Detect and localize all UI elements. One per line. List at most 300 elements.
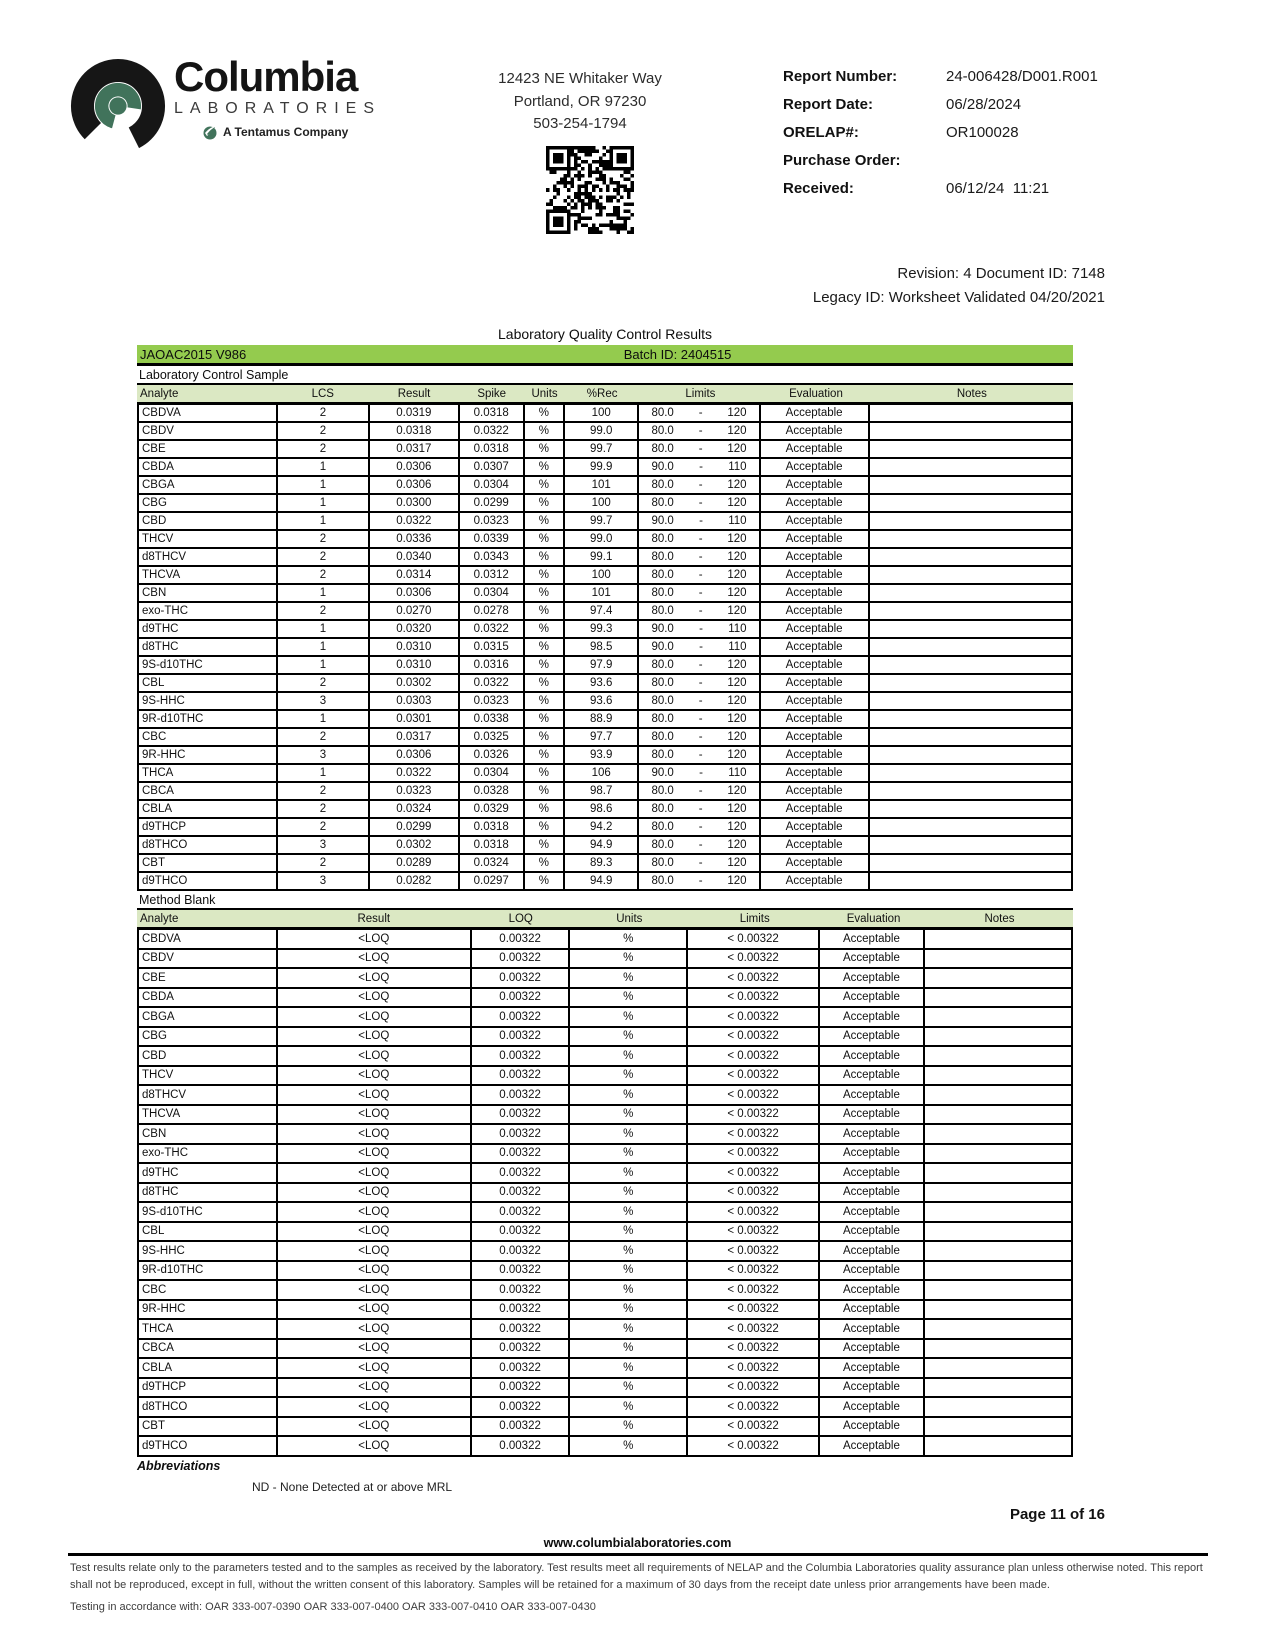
cell-units: %	[525, 693, 565, 709]
address-line-1: 12423 NE Whitaker Way	[498, 70, 662, 87]
cell-evaluation: Acceptable	[820, 1320, 924, 1338]
cell-units: %	[570, 1203, 687, 1221]
cell-rec: 88.9	[565, 711, 640, 727]
cell-loq: 0.00322	[472, 1106, 571, 1124]
cell-analyte: CBT	[139, 1418, 278, 1436]
table-row	[137, 765, 1073, 783]
cell-result: <LOQ	[278, 989, 472, 1007]
cell-limits: < 0.00322	[688, 1067, 820, 1085]
cell-lcs: 2	[278, 567, 370, 583]
cell-notes	[870, 819, 1071, 835]
cell-rec: 106	[565, 765, 640, 781]
cell-notes	[925, 1437, 1071, 1455]
cell-notes	[870, 567, 1071, 583]
cell-analyte: d9THC	[139, 1164, 278, 1182]
cell-limits: 90.0 - 110	[639, 621, 760, 637]
cell-evaluation: Acceptable	[820, 1262, 924, 1280]
cell-units: %	[525, 783, 565, 799]
table-row	[137, 1379, 1073, 1399]
cell-rec: 99.7	[565, 513, 640, 529]
cell-evaluation: Acceptable	[761, 603, 870, 619]
table-row	[137, 729, 1073, 747]
cell-rec: 94.2	[565, 819, 640, 835]
cell-analyte: d8THCO	[139, 1398, 278, 1416]
cell-notes	[870, 603, 1071, 619]
cell-result: <LOQ	[278, 1262, 472, 1280]
column-header-limits: Limits	[685, 388, 716, 400]
table-row	[137, 1281, 1073, 1301]
cell-evaluation: Acceptable	[820, 1184, 924, 1202]
cell-units: %	[570, 1437, 687, 1455]
cell-lcs: 1	[278, 585, 370, 601]
cell-rec: 98.7	[565, 783, 640, 799]
cell-evaluation: Acceptable	[820, 1223, 924, 1241]
table-row	[137, 1223, 1073, 1243]
cell-rec: 94.9	[565, 873, 640, 889]
lcs-table	[137, 383, 1073, 891]
cell-evaluation: Acceptable	[820, 950, 924, 968]
cell-units: %	[525, 819, 565, 835]
cell-notes	[925, 1125, 1071, 1143]
cell-loq: 0.00322	[472, 950, 571, 968]
cell-loq: 0.00322	[472, 969, 571, 987]
mb-section-label: Method Blank	[139, 893, 216, 907]
table-row	[137, 1418, 1073, 1438]
cell-rec: 97.7	[565, 729, 640, 745]
cell-lcs: 2	[278, 549, 370, 565]
cell-analyte: THCA	[139, 765, 278, 781]
cell-notes	[925, 1398, 1071, 1416]
cell-analyte: 9R-HHC	[139, 747, 278, 763]
cell-result: 0.0306	[370, 585, 459, 601]
cell-units: %	[525, 873, 565, 889]
cell-lcs: 2	[278, 783, 370, 799]
cell-analyte: THCA	[139, 1320, 278, 1338]
lcs-section-label: Laboratory Control Sample	[139, 368, 289, 382]
cell-analyte: CBL	[139, 1223, 278, 1241]
cell-notes	[870, 783, 1071, 799]
cell-spike: 0.0304	[460, 765, 525, 781]
table-row	[137, 950, 1073, 970]
table-row	[137, 513, 1073, 531]
cell-evaluation: Acceptable	[761, 477, 870, 493]
cell-result: <LOQ	[278, 1340, 472, 1358]
column-header-evaluation: Evaluation	[789, 388, 843, 400]
cell-evaluation: Acceptable	[820, 1418, 924, 1436]
cell-evaluation: Acceptable	[820, 1125, 924, 1143]
cell-result: 0.0310	[370, 657, 459, 673]
cell-spike: 0.0278	[460, 603, 525, 619]
cell-notes	[870, 621, 1071, 637]
cell-evaluation: Acceptable	[820, 1145, 924, 1163]
cell-evaluation: Acceptable	[761, 621, 870, 637]
address-line-2: Portland, OR 97230	[513, 92, 647, 110]
cell-evaluation: Acceptable	[820, 1437, 924, 1455]
cell-notes	[870, 585, 1071, 601]
cell-notes	[925, 1086, 1071, 1104]
table-row	[137, 1145, 1073, 1165]
cell-notes	[870, 729, 1071, 745]
cell-evaluation: Acceptable	[761, 711, 870, 727]
cell-result: 0.0302	[370, 837, 459, 853]
cell-evaluation: Acceptable	[761, 783, 870, 799]
cell-evaluation: Acceptable	[761, 549, 870, 565]
cell-evaluation: Acceptable	[761, 639, 870, 655]
footer-text	[70, 1560, 1210, 1616]
cell-notes	[925, 1340, 1071, 1358]
cell-analyte: 9R-HHC	[139, 1301, 278, 1319]
cell-rec: 93.6	[565, 693, 640, 709]
cell-analyte: CBCA	[139, 783, 278, 799]
cell-rec: 93.9	[565, 747, 640, 763]
cell-analyte: CBE	[139, 969, 278, 987]
column-header-lcs: LCS	[311, 388, 334, 400]
cell-analyte: CBL	[139, 675, 278, 691]
cell-loq: 0.00322	[472, 1437, 571, 1455]
column-header-units: Units	[616, 913, 643, 925]
cell-result: <LOQ	[278, 969, 472, 987]
cell-notes	[925, 1262, 1071, 1280]
cell-limits: < 0.00322	[688, 930, 820, 948]
cell-loq: 0.00322	[472, 1145, 571, 1163]
cell-limits: < 0.00322	[688, 1047, 820, 1065]
cell-loq: 0.00322	[472, 1379, 571, 1397]
column-header-result: Result	[357, 913, 391, 925]
cell-evaluation: Acceptable	[820, 1340, 924, 1358]
table-row	[137, 1164, 1073, 1184]
table-row	[137, 405, 1073, 423]
columbia-logo	[70, 53, 381, 156]
cell-result: 0.0306	[370, 477, 459, 493]
cell-result: 0.0320	[370, 621, 459, 637]
cell-analyte: 9R-d10THC	[139, 1262, 278, 1280]
cell-limits: 80.0 - 120	[639, 693, 760, 709]
cell-result: 0.0323	[370, 783, 459, 799]
cell-result: 0.0322	[370, 765, 459, 781]
table-row	[137, 747, 1073, 765]
cell-spike: 0.0338	[460, 711, 525, 727]
cell-analyte: CBN	[139, 1125, 278, 1143]
cell-limits: 80.0 - 120	[639, 495, 760, 511]
cell-notes	[925, 1379, 1071, 1397]
cell-units: %	[570, 1008, 687, 1026]
cell-evaluation: Acceptable	[820, 1359, 924, 1377]
cell-analyte: d9THCO	[139, 873, 278, 889]
table-row	[137, 585, 1073, 603]
cell-rec: 93.6	[565, 675, 640, 691]
cell-notes	[925, 930, 1071, 948]
table-row	[137, 819, 1073, 837]
cell-result: 0.0300	[370, 495, 459, 511]
cell-analyte: CBT	[139, 855, 278, 871]
cell-analyte: d9THCP	[139, 1379, 278, 1397]
method-id: JAOAC2015 V986	[140, 346, 247, 362]
cell-spike: 0.0318	[460, 837, 525, 853]
cell-limits: < 0.00322	[688, 1359, 820, 1377]
column-header-analyte: Analyte	[140, 388, 179, 400]
cell-limits: 80.0 - 120	[639, 549, 760, 565]
cell-analyte: d8THCV	[139, 549, 278, 565]
cell-units: %	[525, 801, 565, 817]
cell-limits: < 0.00322	[688, 1106, 820, 1124]
cell-evaluation: Acceptable	[761, 801, 870, 817]
cell-spike: 0.0329	[460, 801, 525, 817]
table-row	[137, 873, 1073, 891]
cell-loq: 0.00322	[472, 1008, 571, 1026]
table-row	[137, 1262, 1073, 1282]
footer-rule	[68, 1553, 1208, 1556]
cell-lcs: 3	[278, 837, 370, 853]
cell-result: 0.0299	[370, 819, 459, 835]
cell-evaluation: Acceptable	[761, 819, 870, 835]
cell-notes	[870, 531, 1071, 547]
cell-evaluation: Acceptable	[820, 969, 924, 987]
cell-analyte: CBE	[139, 441, 278, 457]
cell-result: 0.0282	[370, 873, 459, 889]
cell-result: <LOQ	[278, 1398, 472, 1416]
table-row	[137, 1008, 1073, 1028]
cell-units: %	[525, 459, 565, 475]
cell-analyte: THCV	[139, 1067, 278, 1085]
cell-loq: 0.00322	[472, 1086, 571, 1104]
cell-loq: 0.00322	[472, 1203, 571, 1221]
cell-result: <LOQ	[278, 1164, 472, 1182]
cell-spike: 0.0322	[460, 423, 525, 439]
cell-analyte: exo-THC	[139, 603, 278, 619]
cell-notes	[925, 989, 1071, 1007]
cell-analyte: CBG	[139, 1028, 278, 1046]
cell-result: <LOQ	[278, 1379, 472, 1397]
cell-notes	[870, 549, 1071, 565]
cell-loq: 0.00322	[472, 1281, 571, 1299]
cell-limits: < 0.00322	[688, 1028, 820, 1046]
cell-limits: < 0.00322	[688, 950, 820, 968]
cell-limits: 90.0 - 110	[639, 765, 760, 781]
table-row	[137, 1047, 1073, 1067]
cell-loq: 0.00322	[472, 1164, 571, 1182]
cell-result: <LOQ	[278, 1301, 472, 1319]
cell-rec: 97.9	[565, 657, 640, 673]
cell-result: 0.0306	[370, 747, 459, 763]
cell-analyte: d9THCO	[139, 1437, 278, 1455]
table-row	[137, 1125, 1073, 1145]
cell-limits: 90.0 - 110	[639, 639, 760, 655]
cell-limits: < 0.00322	[688, 1164, 820, 1182]
website-link[interactable]: www.columbialaboratories.com	[543, 1536, 732, 1550]
cell-lcs: 1	[278, 495, 370, 511]
cell-rec: 99.0	[565, 423, 640, 439]
cell-result: 0.0310	[370, 639, 459, 655]
cell-loq: 0.00322	[472, 1028, 571, 1046]
cell-units: %	[525, 639, 565, 655]
table-row	[137, 1086, 1073, 1106]
cell-limits: < 0.00322	[688, 1340, 820, 1358]
cell-rec: 100	[565, 405, 640, 421]
cell-units: %	[570, 1398, 687, 1416]
table-row	[137, 549, 1073, 567]
table-row	[137, 989, 1073, 1009]
cell-units: %	[570, 1028, 687, 1046]
cell-notes	[925, 1320, 1071, 1338]
cell-rec: 100	[565, 495, 640, 511]
cell-limits: < 0.00322	[688, 1398, 820, 1416]
cell-result: <LOQ	[278, 1359, 472, 1377]
cell-evaluation: Acceptable	[820, 1106, 924, 1124]
table-row	[137, 711, 1073, 729]
cell-result: <LOQ	[278, 1320, 472, 1338]
cell-units: %	[525, 837, 565, 853]
cell-limits: 80.0 - 120	[639, 801, 760, 817]
cell-evaluation: Acceptable	[820, 1008, 924, 1026]
cell-spike: 0.0307	[460, 459, 525, 475]
cell-units: %	[525, 855, 565, 871]
cell-evaluation: Acceptable	[761, 405, 870, 421]
column-header-loq: LOQ	[508, 913, 533, 925]
cell-spike: 0.0318	[460, 441, 525, 457]
cell-notes	[925, 1301, 1071, 1319]
cell-notes	[925, 1067, 1071, 1085]
cell-result: 0.0324	[370, 801, 459, 817]
cell-spike: 0.0316	[460, 657, 525, 673]
cell-loq: 0.00322	[472, 1340, 571, 1358]
cell-result: <LOQ	[278, 1106, 472, 1124]
cell-units: %	[570, 950, 687, 968]
cell-result: 0.0306	[370, 459, 459, 475]
cell-spike: 0.0326	[460, 747, 525, 763]
cell-units: %	[570, 969, 687, 987]
lab-address	[440, 68, 720, 136]
table-row	[137, 1320, 1073, 1340]
cell-rec: 101	[565, 477, 640, 493]
cell-evaluation: Acceptable	[761, 495, 870, 511]
cell-spike: 0.0315	[460, 639, 525, 655]
legacy-id-line: Legacy ID: Worksheet Validated 04/20/2021	[812, 289, 1105, 306]
cell-analyte: CBD	[139, 1047, 278, 1065]
table-row	[137, 930, 1073, 950]
cell-notes	[925, 1145, 1071, 1163]
cell-spike: 0.0328	[460, 783, 525, 799]
cell-spike: 0.0339	[460, 531, 525, 547]
cell-result: 0.0336	[370, 531, 459, 547]
cell-units: %	[570, 989, 687, 1007]
address-line-3: 503-254-1794	[533, 115, 627, 132]
table-row	[137, 567, 1073, 585]
cell-rec: 89.3	[565, 855, 640, 871]
cell-limits: 80.0 - 120	[639, 855, 760, 871]
cell-analyte: CBGA	[139, 477, 278, 493]
report-number-value: 24-006428/D001.R001	[946, 68, 1098, 85]
cell-evaluation: Acceptable	[761, 423, 870, 439]
cell-units: %	[570, 1379, 687, 1397]
cell-units: %	[570, 1164, 687, 1182]
cell-analyte: 9S-d10THC	[139, 657, 278, 673]
orelap-value: OR100028	[946, 124, 1019, 141]
cell-spike: 0.0325	[460, 729, 525, 745]
cell-rec: 99.1	[565, 549, 640, 565]
cell-spike: 0.0304	[460, 585, 525, 601]
cell-analyte: CBDV	[139, 423, 278, 439]
cell-evaluation: Acceptable	[761, 459, 870, 475]
cell-evaluation: Acceptable	[820, 1047, 924, 1065]
cell-limits: 80.0 - 120	[639, 657, 760, 673]
accordance-line: Testing in accordance with: OAR 333-007-0390 OAR 333-007-0400 OAR 333-007-0410 OAR 333-007-0430	[70, 1601, 596, 1613]
cell-evaluation: Acceptable	[820, 1398, 924, 1416]
cell-result: <LOQ	[278, 930, 472, 948]
cell-units: %	[570, 1106, 687, 1124]
cell-units: %	[525, 513, 565, 529]
cell-analyte: THCV	[139, 531, 278, 547]
table-row	[137, 657, 1073, 675]
cell-lcs: 1	[278, 711, 370, 727]
cell-lcs: 2	[278, 603, 370, 619]
cell-analyte: CBCA	[139, 1340, 278, 1358]
cell-units: %	[525, 549, 565, 565]
cell-units: %	[570, 1086, 687, 1104]
cell-analyte: CBDVA	[139, 930, 278, 948]
cell-units: %	[525, 747, 565, 763]
cell-spike: 0.0323	[460, 513, 525, 529]
cell-units: %	[525, 405, 565, 421]
cell-lcs: 1	[278, 765, 370, 781]
tentamus-leaf-icon	[202, 124, 218, 140]
table-row	[137, 621, 1073, 639]
cell-analyte: d9THCP	[139, 819, 278, 835]
cell-spike: 0.0304	[460, 477, 525, 493]
cell-spike: 0.0323	[460, 693, 525, 709]
table-header-row	[137, 908, 1073, 930]
column-header-analyte: Analyte	[140, 913, 179, 925]
cell-limits: 80.0 - 120	[639, 675, 760, 691]
cell-notes	[870, 639, 1071, 655]
cell-analyte: 9R-d10THC	[139, 711, 278, 727]
cell-lcs: 1	[278, 459, 370, 475]
cell-spike: 0.0297	[460, 873, 525, 889]
cell-limits: 80.0 - 120	[639, 441, 760, 457]
cell-analyte: THCVA	[139, 567, 278, 583]
cell-evaluation: Acceptable	[761, 747, 870, 763]
column-header-spike: Spike	[477, 388, 507, 400]
cell-units: %	[525, 711, 565, 727]
cell-units: %	[570, 1184, 687, 1202]
column-header-notes: Notes	[956, 388, 987, 400]
cell-loq: 0.00322	[472, 1047, 571, 1065]
cell-limits: 80.0 - 120	[639, 711, 760, 727]
cell-units: %	[570, 1418, 687, 1436]
cell-rec: 94.9	[565, 837, 640, 853]
cell-notes	[925, 1203, 1071, 1221]
cell-limits: 80.0 - 120	[639, 405, 760, 421]
batch-id: Batch ID: 2404515	[623, 346, 732, 362]
cell-limits: < 0.00322	[688, 1320, 820, 1338]
table-row	[137, 441, 1073, 459]
cell-notes	[870, 693, 1071, 709]
cell-limits: 80.0 - 120	[639, 729, 760, 745]
cell-limits: < 0.00322	[688, 969, 820, 987]
cell-analyte: 9S-HHC	[139, 1242, 278, 1260]
cell-evaluation: Acceptable	[820, 1164, 924, 1182]
table-row	[137, 1340, 1073, 1360]
cell-limits: < 0.00322	[688, 1281, 820, 1299]
cell-analyte: d8THCV	[139, 1086, 278, 1104]
cell-notes	[870, 477, 1071, 493]
cell-evaluation: Acceptable	[820, 989, 924, 1007]
cell-notes	[925, 1008, 1071, 1026]
cell-units: %	[525, 531, 565, 547]
cell-lcs: 3	[278, 873, 370, 889]
cell-limits: < 0.00322	[688, 1184, 820, 1202]
cell-limits: < 0.00322	[688, 1262, 820, 1280]
table-row	[137, 1106, 1073, 1126]
